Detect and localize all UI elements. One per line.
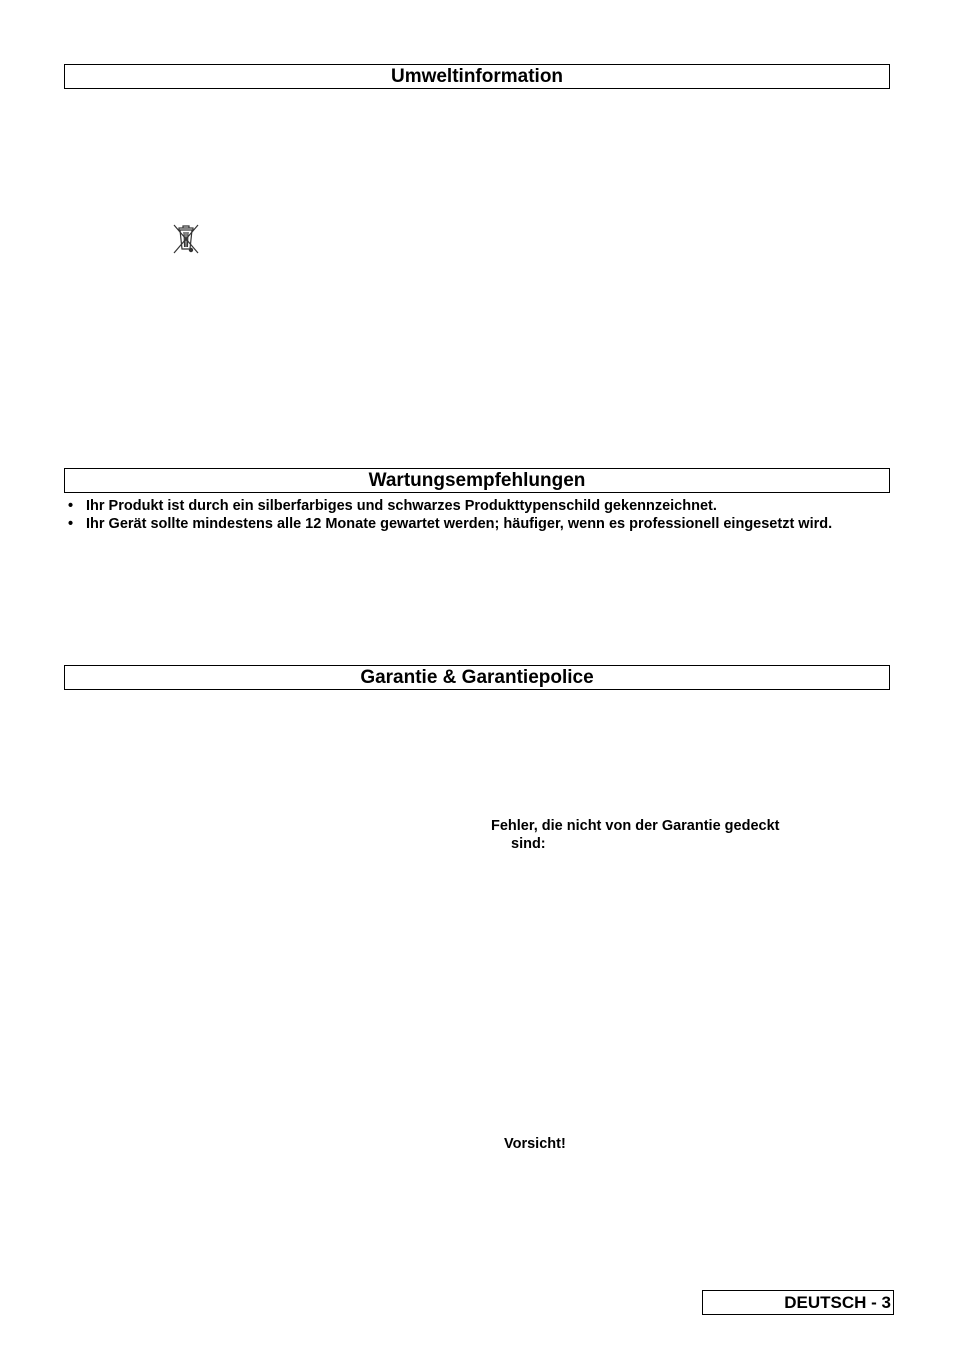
list-item [66, 515, 896, 533]
crossed-out-wheelie-bin-icon [170, 222, 202, 256]
section-title-maintenance: Wartungsempfehlungen [64, 468, 890, 493]
bullet-icon: • [68, 516, 74, 532]
bullet-icon: • [68, 498, 74, 514]
section-title-environment: Umweltinformation [64, 64, 890, 89]
warranty-exclusions-line-2: sind: [511, 836, 546, 852]
page-footer-label: DEUTSCH - 3 [702, 1290, 894, 1315]
list-item [66, 497, 896, 515]
caution-label: Vorsicht! [504, 1136, 566, 1152]
warranty-exclusions-line-1: Fehler, die nicht von der Garantie gedeckt [491, 818, 780, 834]
warranty-exclusions-heading [491, 817, 871, 853]
list-item-text: Ihr Gerät sollte mindestens alle 12 Monate gewartet werden; häufiger, wenn es professionell eingesetzt wird. [86, 516, 833, 532]
section-title-warranty: Garantie & Garantiepolice [64, 665, 890, 690]
maintenance-list [66, 497, 896, 533]
list-item-text: Ihr Produkt ist durch ein silberfarbiges und schwarzes Produkttypenschild gekennzeichnet. [86, 498, 717, 514]
